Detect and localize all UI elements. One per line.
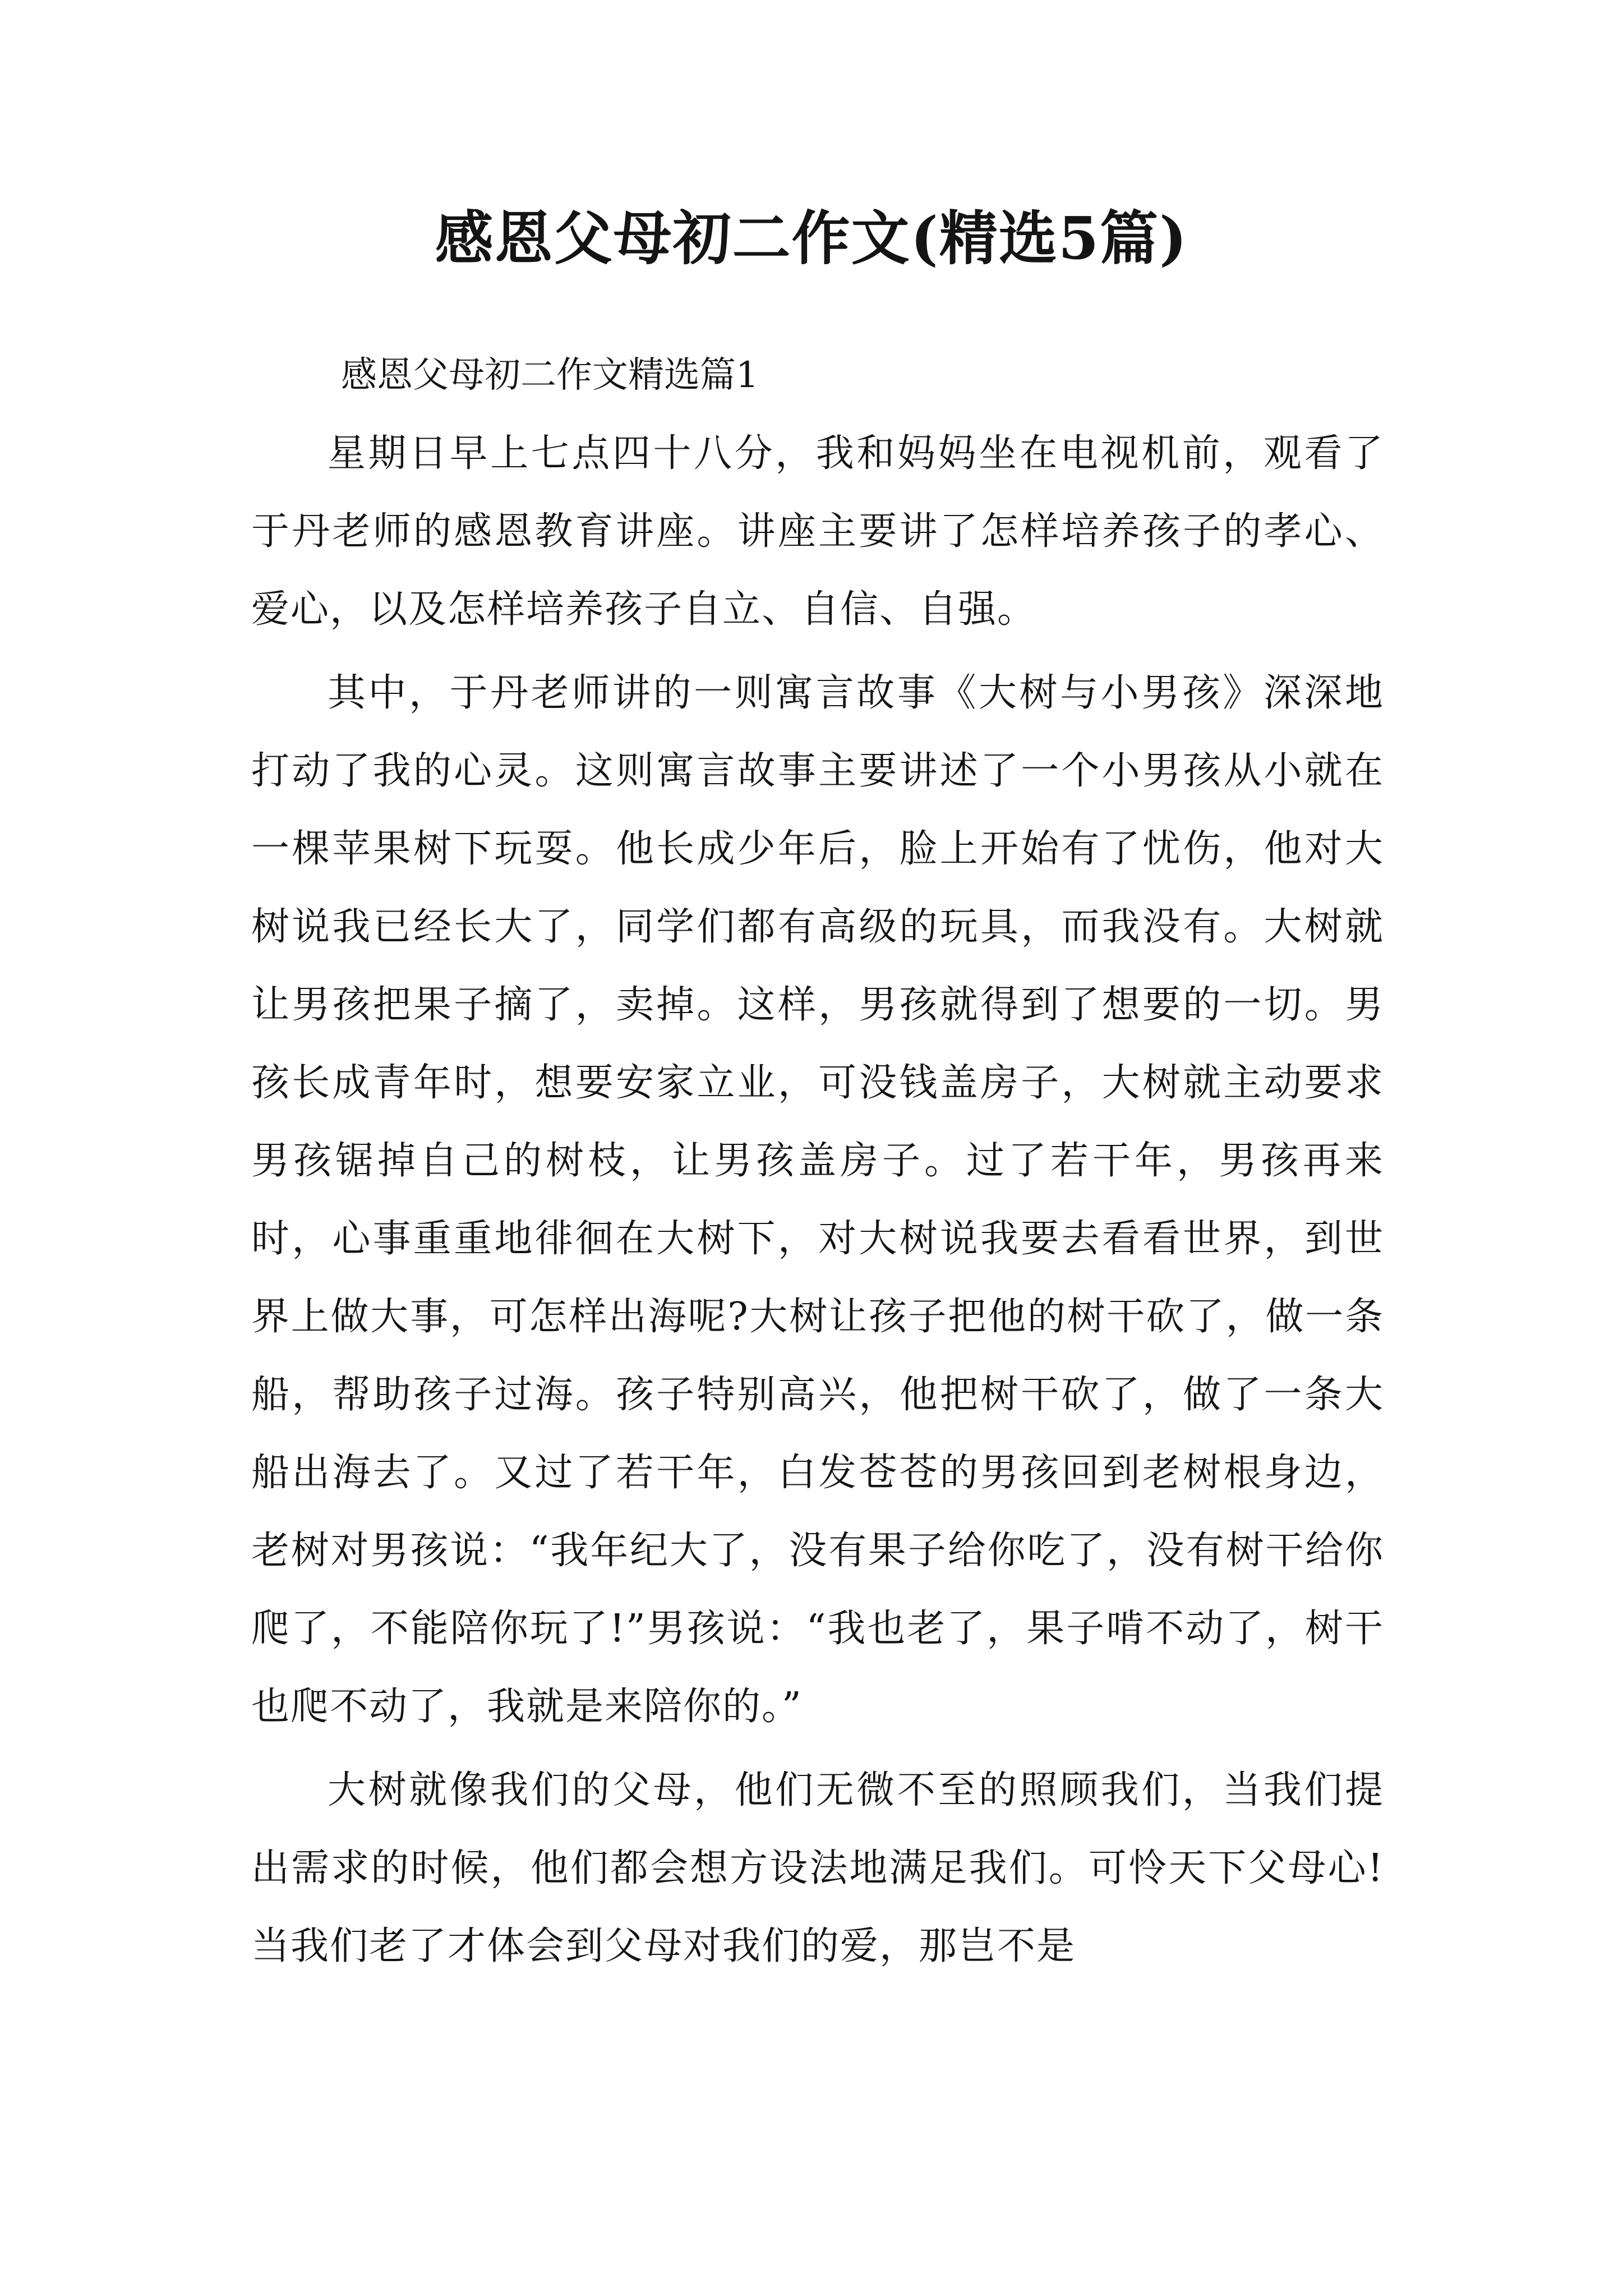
document-title: 感恩父母初二作文(精选5篇)	[435, 204, 1188, 273]
section-heading: 感恩父母初二作文精选篇1	[341, 355, 759, 396]
document-body	[251, 337, 1384, 1985]
paragraph-2: 其中，于丹老师讲的一则寓言故事《大树与小男孩》深深地打动了我的心灵。这则寓言故事主要讲述了一个小男孩从小就在一棵苹果树下玩耍。他长成少年后，脸上开始有了忧伤，他对大树说我已经长大了，同学们都有高级的玩具，而我没有。大树就让男孩把果子摘了，卖掉。这样，男孩就得到了想要的一切。男孩长成青年时，想要安家立业，可没钱盖房子，大树就主动要求男孩锯掉自己的树枝，让男孩盖房子。过了若干年，男孩再来时，心事重重地徘徊在大树下，对大树说我要去看看世界，到世界上做大事，可怎样出海呢?大树让孩子把他的树干砍了，做一条船，帮助孩子过海。孩子特别高兴，他把树干砍了，做了一条大船出海去了。又过了若干年，白发苍苍的男孩回到老树根身边，老树对男孩说：“我年纪大了，没有果子给你吃了，没有树干给你爬了，不能陪你玩了!”男孩说：“我也老了，果子啃不动了，树干也爬不动了，我就是来陪你的。”	[251, 671, 1384, 1729]
paragraph-3: 大树就像我们的父母，他们无微不至的照顾我们，当我们提出需求的时候，他们都会想方设法地满足我们。可怜天下父母心!当我们老了才体会到父母对我们的爱，那岂不是	[251, 1768, 1384, 1968]
paragraph-1: 星期日早上七点四十八分，我和妈妈坐在电视机前，观看了于丹老师的感恩教育讲座。讲座主要讲了怎样培养孩子的孝心、爱心，以及怎样培养孩子自立、自信、自强。	[251, 431, 1384, 632]
